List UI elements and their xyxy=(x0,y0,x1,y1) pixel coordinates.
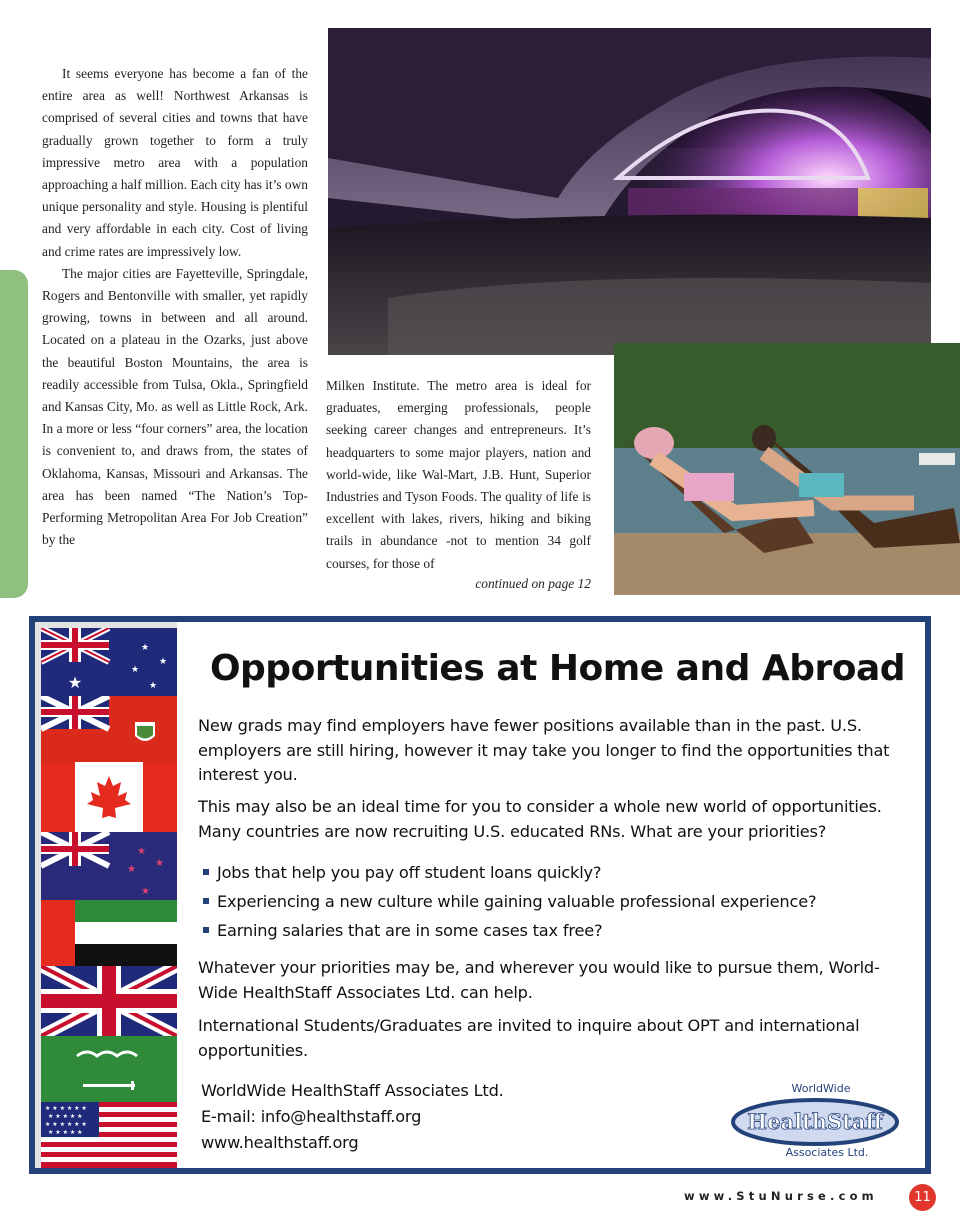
svg-text:★ ★ ★ ★ ★: ★ ★ ★ ★ ★ xyxy=(48,1129,83,1136)
svg-text:★: ★ xyxy=(127,864,136,875)
svg-text:HealthStaff: HealthStaff xyxy=(747,1109,883,1134)
svg-text:★ ★ ★ ★ ★ ★: ★ ★ ★ ★ ★ ★ xyxy=(45,1121,87,1128)
svg-text:★: ★ xyxy=(137,846,146,857)
ad-title: Opportunities at Home and Abroad xyxy=(209,648,906,689)
flag-strip xyxy=(35,622,177,1168)
uk-flag-icon xyxy=(41,966,177,1036)
svg-text:★: ★ xyxy=(155,858,164,869)
svg-text:★: ★ xyxy=(67,673,83,692)
ad-paragraph: This may also be an ideal time for you to consider a whole new world of opportunities. Many countries are now recruiting U.S. educated RNs. What are your priorities? xyxy=(198,797,882,841)
healthstaff-logo xyxy=(725,1076,901,1160)
email-link[interactable]: E-mail: info@healthstaff.org xyxy=(201,1107,422,1126)
list-item: Earning salaries that are in some cases tax free? xyxy=(203,916,903,945)
article-paragraph: The major cities are Fayetteville, Springdale, Rogers and Bentonville with smaller, yet rapidly growing, towns in between and all around. Located on a plateau in the Ozarks, just above the beautiful Boston Mountains, the area is readily accessible from Tulsa, Okla., Springfield and Kansas City, Mo. as well as Little Rock, Ark. In a more or less “four corners” area, the location is convenient to, and draws from, the states of Oklahoma, Kansas, Missouri and Arkansas. The area has been named “The Nation’s Top-Performing Metropolitan Area For Job Creation” by the xyxy=(42,265,308,548)
svg-text:★: ★ xyxy=(159,657,168,667)
australia-flag-icon xyxy=(41,628,177,696)
ad-paragraph: Whatever your priorities may be, and wherever you would like to pursue them, World-Wide HealthStaff Associates Ltd. can help. xyxy=(198,958,880,1002)
uae-flag-icon xyxy=(41,900,177,966)
usa-flag-icon xyxy=(41,1102,177,1168)
bermuda-flag-icon xyxy=(41,696,177,762)
article-column-2 xyxy=(326,375,591,575)
svg-text:★: ★ xyxy=(141,886,150,897)
lake-photo xyxy=(614,343,960,595)
list-item: Experiencing a new culture while gaining valuable professional experience? xyxy=(203,887,903,916)
svg-text:★: ★ xyxy=(131,665,140,675)
canada-flag-icon xyxy=(41,762,177,832)
side-tab-decoration xyxy=(0,270,28,598)
list-item: Jobs that help you pay off student loans quickly? xyxy=(203,858,903,887)
article-paragraph: It seems everyone has become a fan of the entire area as well! Northwest Arkansas is comprised of several cities and towns that have gradually grown together to form a truly impressive metro area with a population approaching a half million. Each city has it’s own unique personality and style. Housing is plentiful and very affordable in each city. Cost of living and crime rates are impressively low. xyxy=(42,66,308,259)
page-number-badge: 11 xyxy=(909,1184,936,1211)
company-name: WorldWide HealthStaff Associates Ltd. xyxy=(201,1081,504,1100)
website-link[interactable]: www.healthstaff.org xyxy=(201,1133,359,1152)
ad-box xyxy=(29,616,931,1174)
ad-paragraph: International Students/Graduates are invited to inquire about OPT and international opportunities. xyxy=(198,1016,860,1060)
continued-note: continued on page 12 xyxy=(475,576,591,591)
new-zealand-flag-icon xyxy=(41,832,177,900)
saudi-arabia-flag-icon xyxy=(41,1036,177,1102)
article-paragraph: Milken Institute. The metro area is ideal for graduates, emerging professionals, people seeking career changes and entrepreneurs. It’s headquarters to some major players, nation and world-wide, like Wal-Mart, J.B. Hunt, Superior Industries and Tyson Foods. The quality of life is excellent with lakes, rivers, hiking and biking trails in abundance -not to mention 34 golf courses, for those of xyxy=(326,378,591,571)
svg-text:WorldWide: WorldWide xyxy=(791,1082,851,1095)
svg-text:★: ★ xyxy=(149,681,158,691)
ad-paragraph: New grads may find employers have fewer positions available than in the past. U.S. employers are still hiring, however it may take you longer to find the opportunities that interest you. xyxy=(198,716,890,784)
priorities-list xyxy=(203,858,903,945)
svg-text:★: ★ xyxy=(141,643,150,653)
contact-block xyxy=(201,1078,504,1156)
svg-text:★ ★ ★ ★ ★ ★: ★ ★ ★ ★ ★ ★ xyxy=(45,1105,87,1112)
article-column-1 xyxy=(42,63,308,551)
concert-photo xyxy=(328,28,931,355)
svg-text:Associates Ltd.: Associates Ltd. xyxy=(785,1146,869,1159)
svg-text:★ ★ ★ ★ ★: ★ ★ ★ ★ ★ xyxy=(48,1113,83,1120)
footer-url: www.StuNurse.com xyxy=(684,1189,878,1203)
